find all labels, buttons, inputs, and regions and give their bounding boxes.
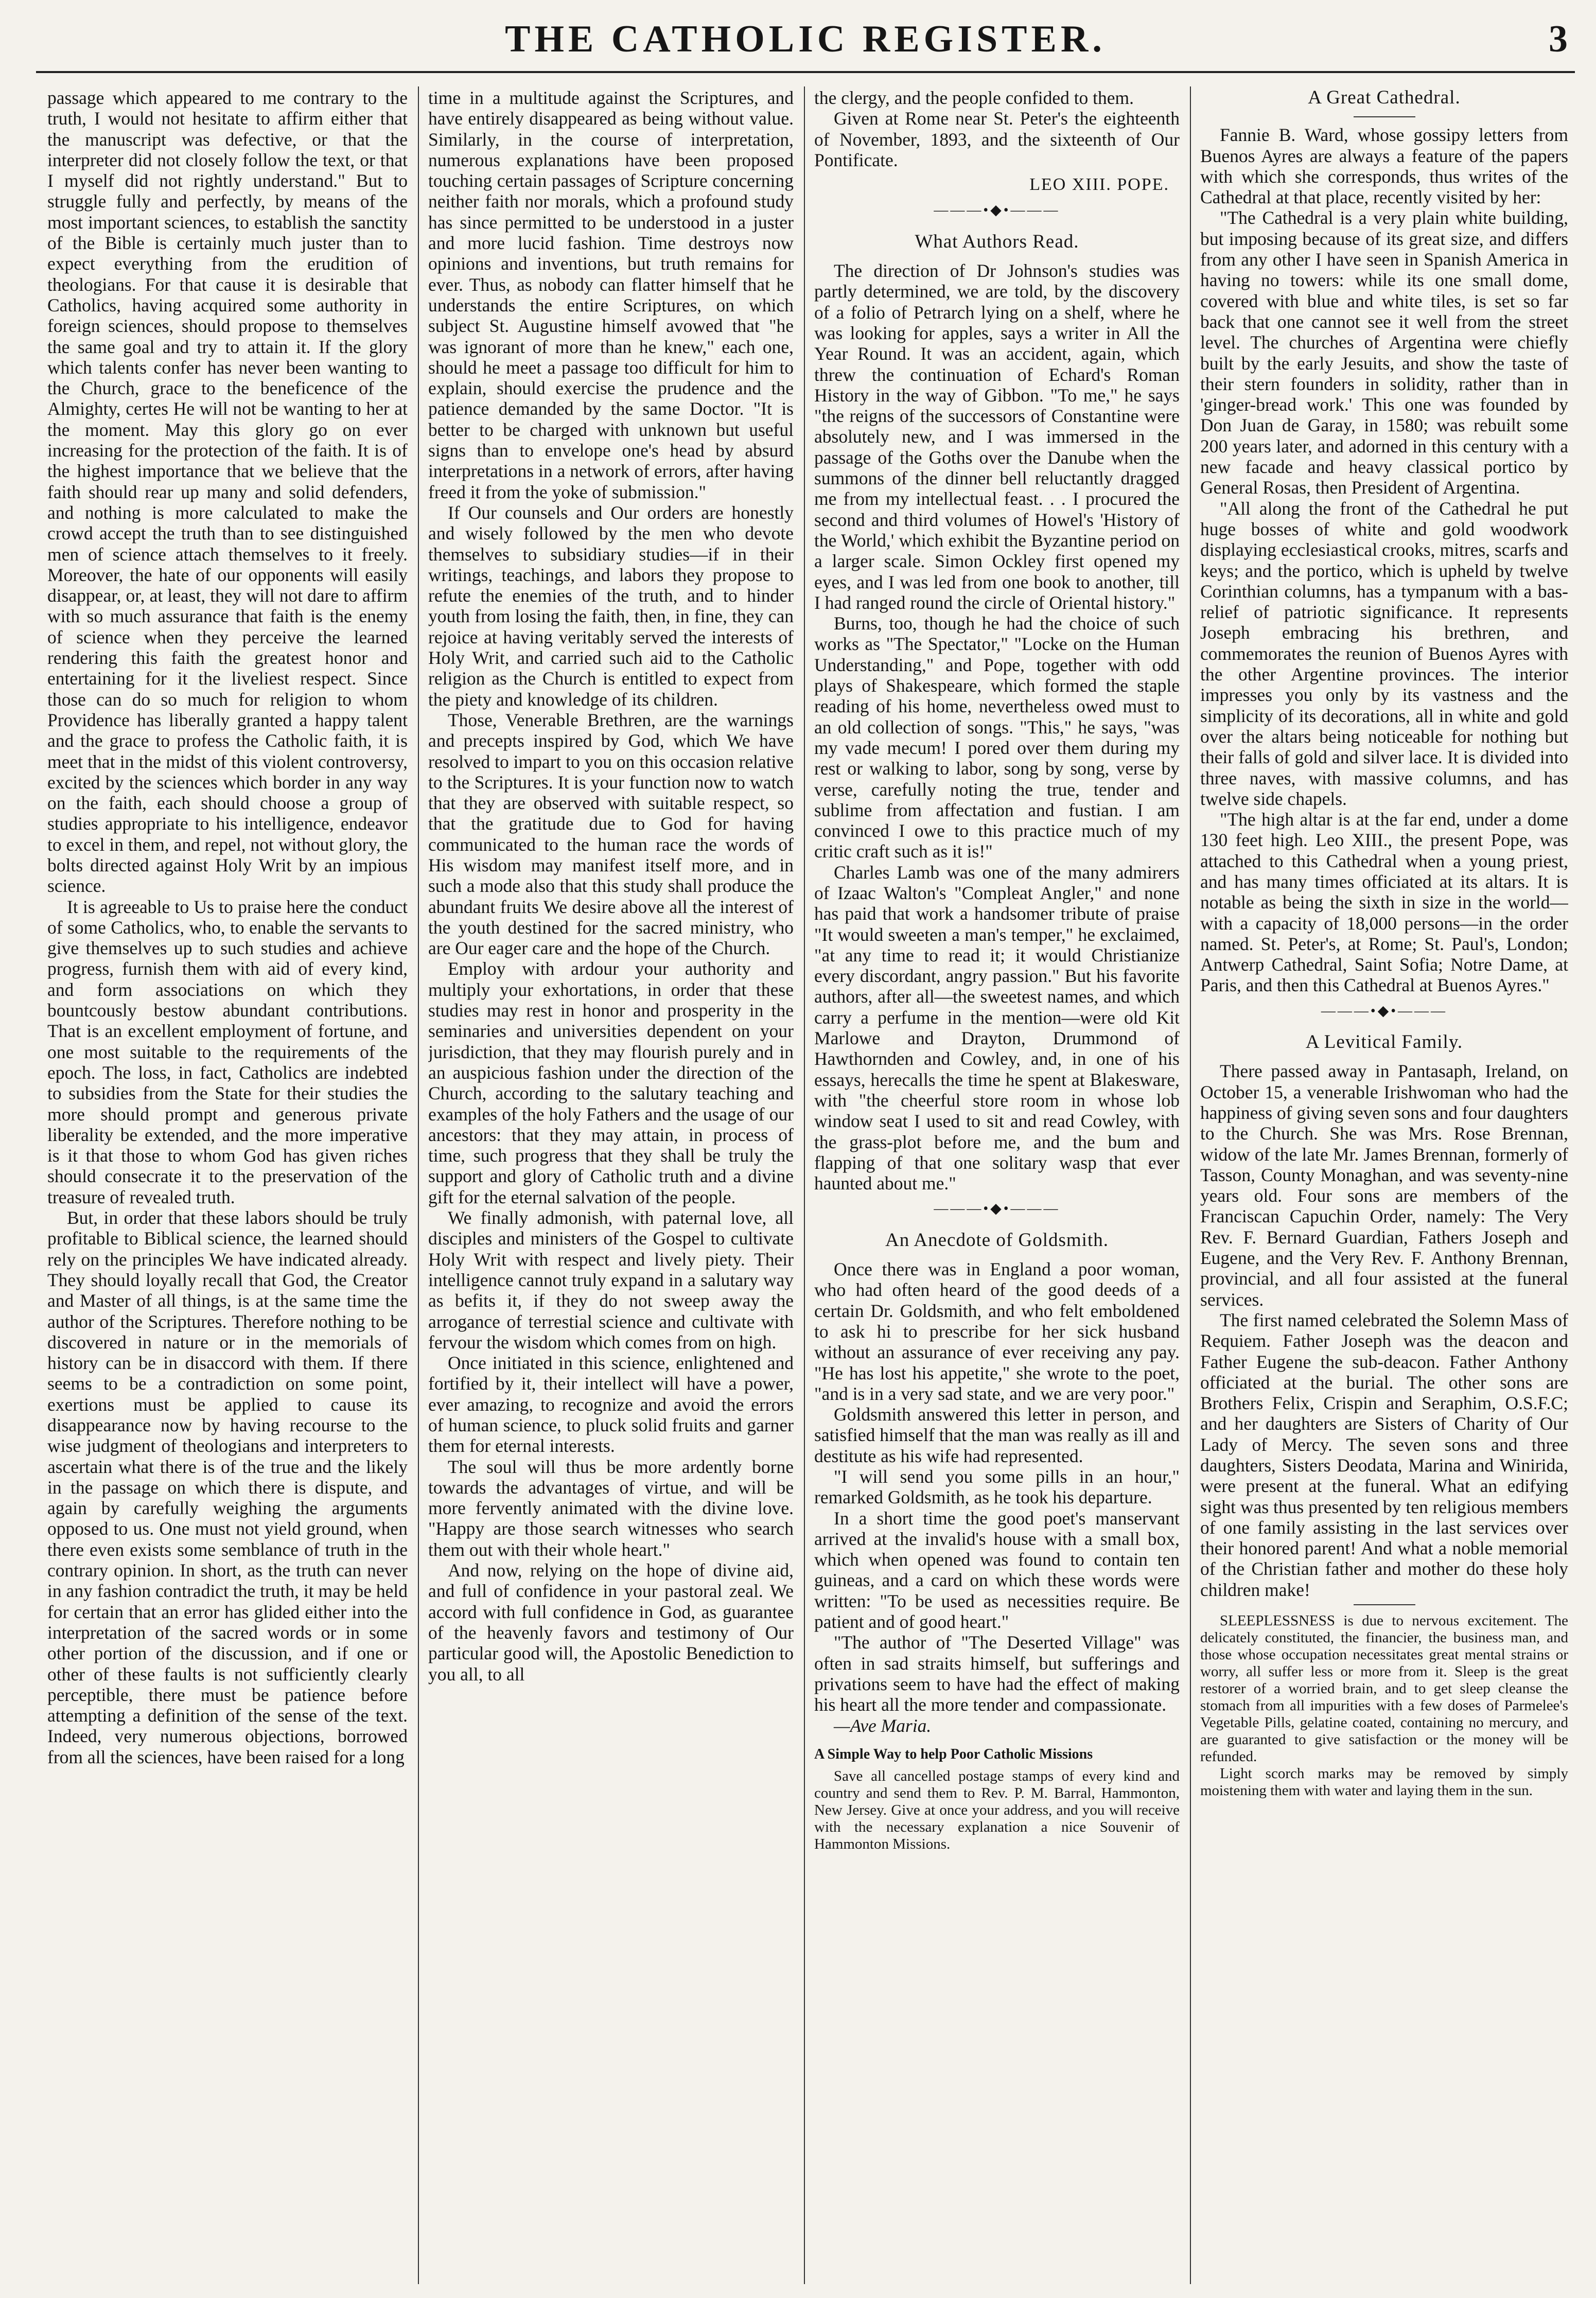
encyclical-paragraph: If Our counsels and Our orders are honestly and wisely followed by the men who devote themselves to subsidiary studies—if in their writings, teachings, and labors they propose to refute the enemies of the truth, and to hinder youth from losing the faith, then, in fine, they can rejoice at having veritably served the interests of Holy Writ, and carried such aid to the Catholic religion as the Church is entitled to expect from the piety and knowledge of its children. bbox=[428, 502, 794, 710]
article-paragraph: "The author of "The Deserted Village" was often in sad straits himself, but sufferings and privations seem to have had the effect of making his heart all the more tender and compassionate. bbox=[814, 1632, 1180, 1715]
article-paragraph: Fannie B. Ward, whose gossipy letters from Buenos Ayres are always a feature of the papers with which she corresponds, thus writes of the Cathedral at that place, recently visited by her: bbox=[1200, 125, 1568, 208]
page-number: 3 bbox=[1549, 18, 1568, 60]
column-divider bbox=[418, 86, 419, 2284]
encyclical-paragraph: Those, Venerable Brethren, are the warnings and precepts inspired by God, which We have resolved to impart to you on this occasion relative to the Scriptures. It is your function now to watch that they are observed with suitable respect, so that the gratitude due to God for having communicated to the human race the words of His wisdom may manifest itself more, and in such a mode also that this study shall produce the abundant fruits We desire above all the interest of the youth destined for the sacred ministry, who are Our eager care and the hope of the Church. bbox=[428, 709, 794, 959]
column-4 bbox=[1200, 87, 1568, 2275]
article-paragraph: Charles Lamb was one of the many admirers of Izaac Walton's "Compleat Angler," and none has paid that work a handsomer tribute of praise "It would sweeten a man's temper," he exclaimed, "at any time to read it; it would Christianize every discordant, angry passion." But his favorite authors, after all—the sweetest names, and which carry a perfume in the mention—were old Kit Marlowe and Drayton, Drummond of Hawthornden and Cowley, and, in one of his essays, herecalls the time he spent at Blakesware, with "the cheerful store room in whose lob window seat I used to sit and read Cowley, with the grass-plot before me, and the bum and flapping of that one solitary wasp that ever haunted about me." bbox=[814, 862, 1180, 1194]
encyclical-paragraph: The soul will thus be more ardently borne towards the advantages of virtue, and will be more fervently animated with the divine love. "Happy are those search witnesses who search them out with their whole heart." bbox=[428, 1456, 794, 1560]
advertisement: SLEEPLESSNESS is due to nervous excitement. The delicately constituted, the financier, the business man, and those whose occupation necessitates great mental strains or worry, all suffer less or more from it. Sleep is the great restorer of a worried brain, and to get sleep cleanse the stomach from all impurities with a few doses of Parmelee's Vegetable Pills, gelatine coated, containing no mercury, and are guaranted to give satisfaction or the money will be refunded. bbox=[1200, 1612, 1568, 1765]
article-heading: A Great Cathedral. bbox=[1308, 87, 1461, 108]
ornament-separator: ———•◆•——— bbox=[934, 202, 1060, 219]
article-paragraph: Goldsmith answered this letter in person, and satisfied himself that the man was really as ill and destitute as his wife had represented. bbox=[814, 1404, 1180, 1466]
article-paragraph: Once there was in England a poor woman, who had often heard of the good deeds of a certain Dr. Goldsmith, and who felt emboldened to ask hi to prescribe for her sick husband without an assurance of ever receiving any pay. "He has lost his appetite," she wrote to the poet, "and is in a very sad state, and we are very poor." bbox=[814, 1259, 1180, 1404]
article-paragraph: There passed away in Pantasaph, Ireland, on October 15, a venerable Irishwoman who had the happiness of giving seven sons and four daughters to the Church. She was Mrs. Rose Brennan, widow of the late Mr. James Brennan, formerly of Tasson, County Monaghan, and was seventy-nine years old. Four sons are members of the Franciscan Capuchin Order, namely: The Very Rev. F. Bernard Guardian, Fathers Joseph and Eugene, and the Very Rev. F. Anthony Brennan, provincial, and all four assisted at the funeral services. bbox=[1200, 1061, 1568, 1310]
masthead bbox=[36, 10, 1575, 73]
article-paragraph: Burns, too, though he had the choice of such works as "The Spectator," "Locke on the Human Understanding," and Pope, together with odd plays of Shakespeare, which formed the staple reading of his home, nevertheless owed must to an old collection of songs. "This," he says, "was my vade mecum! I pored over them during my rest or walking to labor, song by song, verse by verse, carefully noting the true, tender and sublime from affectation and fustian. I am convinced I owe to this practice much of my critic craft such as it is!" bbox=[814, 613, 1180, 862]
article-paragraph: "I will send you some pills in an hour," remarked Goldsmith, as he took his departure. bbox=[814, 1466, 1180, 1508]
article-credit: —Ave Maria. bbox=[834, 1715, 932, 1736]
signature: LEO XIII. POPE. bbox=[1029, 175, 1169, 195]
notice-heading: A Simple Way to help Poor Catholic Missions bbox=[814, 1746, 1093, 1762]
encyclical-paragraph: Once initiated in this science, enlightened and fortified by it, their intellect will have a power, ever amazing, to recognize and avoid the errors of human science, to pluck solid fruits and garner them for eternal interests. bbox=[428, 1353, 794, 1457]
article-heading: A Levitical Family. bbox=[1305, 1031, 1463, 1053]
column-divider bbox=[804, 86, 805, 2284]
encyclical-paragraph: time in a multitude against the Scriptures, and have entirely disappeared as being without value. Similarly, in the course of interpretation, numerous explanations have been proposed touching certain passages of Scripture concerning neither faith nor morals, which a profound study has since permitted to be understood in a juster and more lucid fashion. Time destroys now opinions and inventions, but truth remains for ever. Thus, as nobody can flatter himself that he understands the entire Scriptures, on which subject St. Augustine himself avowed that "he was ignorant of more than he knew," each one, should he meet a passage too difficult for him to explain, should exercise the prudence and the patience demanded by the same Doctor. "It is better to be charged with unknown but useful signs than to envelope one's head by absurd interpretations in a network of errors, after having freed it from the yoke of submission." bbox=[428, 87, 794, 502]
notice-text: Save all cancelled postage stamps of every kind and country and send them to Rev. P. M. Barral, Hammonton, New Jersey. Give at once your address, and you will receive with the necessary explanation a nice Souvenir of Hammonton Missions. bbox=[814, 1768, 1180, 1853]
article-paragraph: The first named celebrated the Solemn Mass of Requiem. Father Joseph was the deacon and Father Eugene the sub-deacon. Father Anthony officiated at the burial. The other sons are Brothers Felix, Crispin and Seraphim, O.S.F.C; and her daughters are Sisters of Charity of Our Lady of Mercy. The seven sons and three daughters, Sisters Deodata, Marina and Winirida, were present at the funeral. What an edifying sight was thus presented by ten religious members of one family assisting in the last services over their honored parent! And what a noble memorial of the Christian father and mother do these holy children make! bbox=[1200, 1309, 1568, 1600]
column-3 bbox=[814, 87, 1180, 2275]
article-heading: What Authors Read. bbox=[915, 231, 1079, 252]
encyclical-paragraph: passage which appeared to me contrary to the truth, I would not hesitate to affirm either that the manuscript was defective, or that the interpreter did not closely follow the text, or that I myself did not rightly understand." But to struggle fully and perfectly, by means of the most important sciences, to establish the sanctity of the Bible is certainly much juster than to expect everything from the erudition of theologians. For that cause it is desirable that Catholics, having acquired some authority in foreign sciences, should propose to themselves the same goal and try to attain it. If the glory which talents confer has never been wanting to the Church, grace to the beneficence of the Almighty, certes He will not be wanting to her at the moment. May this glory go on ever increasing for the protection of the faith. It is of the highest importance that we believe that the faith should rear up many and solid defenders, and nothing is more calculated to make the crowd accept the truth than to see distinguished men of science attach themselves to it freely. Moreover, the hate of our opponents will easily disappear, or, at least, they will not dare to affirm with so much assurance that faith is the enemy of science when they perceive the learned rendering this faith the greatest honor and entertaining for it the liveliest respect. Since those can do so much for religion to whom Providence has liberally granted a happy talent and the grace to profess the Catholic faith, it is meet that in the midst of this violent controversy, excited by the sciences which border in any way on the faith, each should choose a group of studies appropriate to his intelligence, endeavor to excel in them, and repel, not without glory, the bolts directed against Holy Writ by an impious science. bbox=[47, 87, 408, 897]
ornament-separator: ———•◆•——— bbox=[1321, 1003, 1448, 1019]
encyclical-paragraph: It is agreeable to Us to praise here the conduct of some Catholics, who, to enable the servants to give themselves up to such studies and achieve progress, furnish them with aid of every kind, and form associations on which they bountcously bestow abundant contributions. That is an excellent employment of fortune, and one most suitable to the requirements of the epoch. The loss, in fact, Catholics are indebted to subsidies from the State for their studies the more should prompt and generous private liberality be extended, and the more imperative is it that those to whom God has given riches should consecrate it to the preservation of the treasure of revealed truth. bbox=[47, 896, 408, 1207]
column-divider bbox=[1190, 86, 1191, 2284]
encyclical-paragraph: We finally admonish, with paternal love, all disciples and ministers of the Gospel to cultivate Holy Writ with respect and lively piety. Their intelligence cannot truly expand in a salutary way as befits it, if they do not sweep away the arrogance of terrestial science and cultivate with fervour the wisdom which comes from on high. bbox=[428, 1207, 794, 1353]
ornament-separator: ———•◆•——— bbox=[934, 1201, 1060, 1217]
encyclical-paragraph: And now, relying on the hope of divine aid, and full of confidence in your pastoral zeal. We accord with full confidence in God, as guarantee of the heavenly favors and testimony of Our particular good will, the Apostolic Benediction to you all, to all bbox=[428, 1560, 794, 1685]
article-heading: An Anecdote of Goldsmith. bbox=[885, 1229, 1109, 1251]
column-2 bbox=[428, 87, 794, 2275]
article-paragraph: "All along the front of the Cathedral he put huge bosses of white and gold woodwork displaying ecclesiastical crooks, mitres, scarfs and keys; and the portico, which is upheld by twelve Corinthian columns, has a tympanum with a bas-relief of patriotic significance. It represents Joseph embracing his brethren, and commemorates the reunion of Buenos Ayres with the other Argentine provinces. The interior impresses you only by its vastness and the simplicity of its decorations, all in white and gold over the altars being noticeable for nothing but their falls of gold and silver lace. It is divided into three naves, with massive columns, and has twelve side chapels. bbox=[1200, 498, 1568, 809]
encyclical-paragraph: But, in order that these labors should be truly profitable to Biblical science, the learned should rely on the principles We have indicated already. They should loyally recall that God, the Creator and Master of all things, is at the same time the author of the Scriptures. Therefore nothing to be discovered in nature or in the memorials of history can be in disaccord with them. If there seems to be a contradiction on some point, exertions must be applied to cause its disappearance now by having recourse to the wise judgment of theologians and interpreters to ascertain what there is of the true and the likely in the passage on which there is dispute, and again by carefully weighing the arguments opposed to us. One must not yield ground, when there even exists some semblance of truth in the contrary opinion. In short, as the truth can never in any fashion contradict the truth, it may be held for certain that an error has glided either into the interpretation of the sacred words or in some other portion of the discussion, and if one or other of these faults is not sufficiently clearly perceptible, there must be patience before attempting a definition of the sense of the text. Indeed, very numerous objections, borrowed from all the sciences, have been raised for a long bbox=[47, 1207, 408, 1767]
column-1 bbox=[47, 87, 408, 2275]
article-paragraph: The direction of Dr Johnson's studies was partly determined, we are told, by the discovery of a folio of Petrarch lying on a shelf, where he was looking for apples, says a writer in All the Year Round. It was an accident, again, which threw the continuation of Echard's Roman History in the way of Gibbon. "To me," he says "the reigns of the successors of Constantine were absolutely new, and I was immersed in the passage of the Goths over the Danube when the summons of the dinner bell reluctantly dragged me from my intellectual feast. . . I procured the second and third volumes of Howel's 'History of the World,' which exhibit the Byzantine period on a larger scale. Simon Ockley first opened my eyes, and I was led from one book to another, till I had ranged round the circle of Oriental history." bbox=[814, 260, 1180, 613]
article-paragraph: In a short time the good poet's manservant arrived at the invalid's house with a small box, which when opened was found to contain ten guineas, and a card on which these words were written: "To be used as necessities require. Be patient and of good heart." bbox=[814, 1507, 1180, 1633]
short-rule bbox=[1354, 116, 1415, 117]
encyclical-paragraph: the clergy, and the people confided to them. bbox=[814, 87, 1134, 108]
advertisement: Light scorch marks may be removed by simply moistening them with water and laying them in the sun. bbox=[1200, 1765, 1568, 1799]
newspaper-title: THE CATHOLIC REGISTER. bbox=[505, 18, 1106, 60]
short-rule bbox=[1354, 1604, 1415, 1605]
article-paragraph: "The Cathedral is a very plain white building, but imposing because of its great size, and differs from any other I have seen in Spanish America in having no towers: while its one small dome, covered with blue and white tiles, is set so far back that one cannot see it well from the street level. The churches of Argentina were chiefly built by the early Jesuits, and show the taste of their stern founders in solidity, rather than in 'ginger-bread work.' This one was founded by Don Juan de Garay, in 1580; was rebuilt some 200 years later, and adorned in this century with a new facade and heavy classical portico by General Rosas, then President of Argentina. bbox=[1200, 207, 1568, 498]
encyclical-paragraph: Given at Rome near St. Peter's the eighteenth of November, 1893, and the sixteenth of Our Pontificate. bbox=[814, 108, 1180, 170]
article-paragraph: "The high altar is at the far end, under a dome 130 feet high. Leo XIII., the present Pope, was attached to this Cathedral when a young priest, and has many times officiated at its altars. It is notable as being the sixth in size in the world—with a capacity of 18,000 persons—in the order named. St. Peter's, at Rome; St. Paul's, London; Antwerp Cathedral, Saint Sofia; Notre Dame, at Paris, and then this Cathedral at Buenos Ayres." bbox=[1200, 809, 1568, 996]
encyclical-paragraph: Employ with ardour your authority and multiply your exhortations, in order that these studies may rest in honor and prosperity in the seminaries and universities dependent on your jurisdiction, that they may flourish purely and in an auspicious fashion under the direction of the Church, according to the salutary teaching and examples of the holy Fathers and the usage of our ancestors: that they may attain, in process of time, such progress that they shall be truly the support and glory of Catholic truth and a divine gift for the eternal salvation of the people. bbox=[428, 958, 794, 1207]
